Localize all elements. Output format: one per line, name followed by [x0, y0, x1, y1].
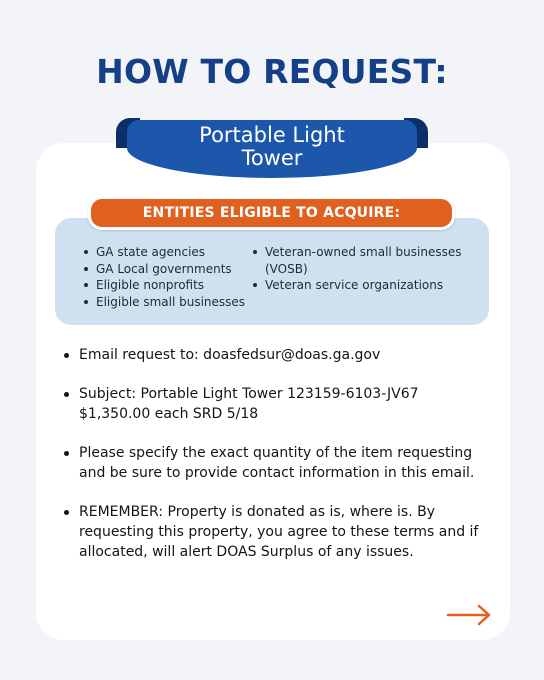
instruction-list	[60, 345, 490, 581]
eligible-list-right	[251, 244, 481, 294]
item-title-line-1: Portable Light	[199, 123, 345, 147]
item-title-ribbon	[127, 120, 417, 178]
instruction-remember: REMEMBER: Property is donated as is, where is. By requesting this property, you agree to these terms and if allocated, will alert DOAS Surplus of any issues.	[60, 502, 490, 562]
eligible-item: Veteran service organizations	[251, 277, 481, 294]
page-title: HOW TO REQUEST:	[96, 52, 448, 91]
eligible-item: GA state agencies	[82, 244, 252, 261]
eligibility-heading: ENTITIES ELIGIBLE TO ACQUIRE:	[88, 196, 455, 230]
eligible-list-left	[82, 244, 252, 310]
eligible-item: Eligible nonprofits	[82, 277, 252, 294]
arrow-right-icon[interactable]	[446, 603, 492, 627]
eligible-item: GA Local governments	[82, 261, 252, 278]
eligible-item: Eligible small businesses	[82, 294, 252, 311]
instruction-email: Email request to: doasfedsur@doas.ga.gov	[60, 345, 490, 365]
instruction-subject: Subject: Portable Light Tower 123159-6103-JV67 $1,350.00 each SRD 5/18	[60, 384, 490, 424]
item-title-line-2: Tower	[241, 146, 303, 170]
instruction-quantity: Please specify the exact quantity of the item requesting and be sure to provide contact information in this email.	[60, 443, 490, 483]
eligible-item: Veteran-owned small businesses (VOSB)	[251, 244, 481, 277]
